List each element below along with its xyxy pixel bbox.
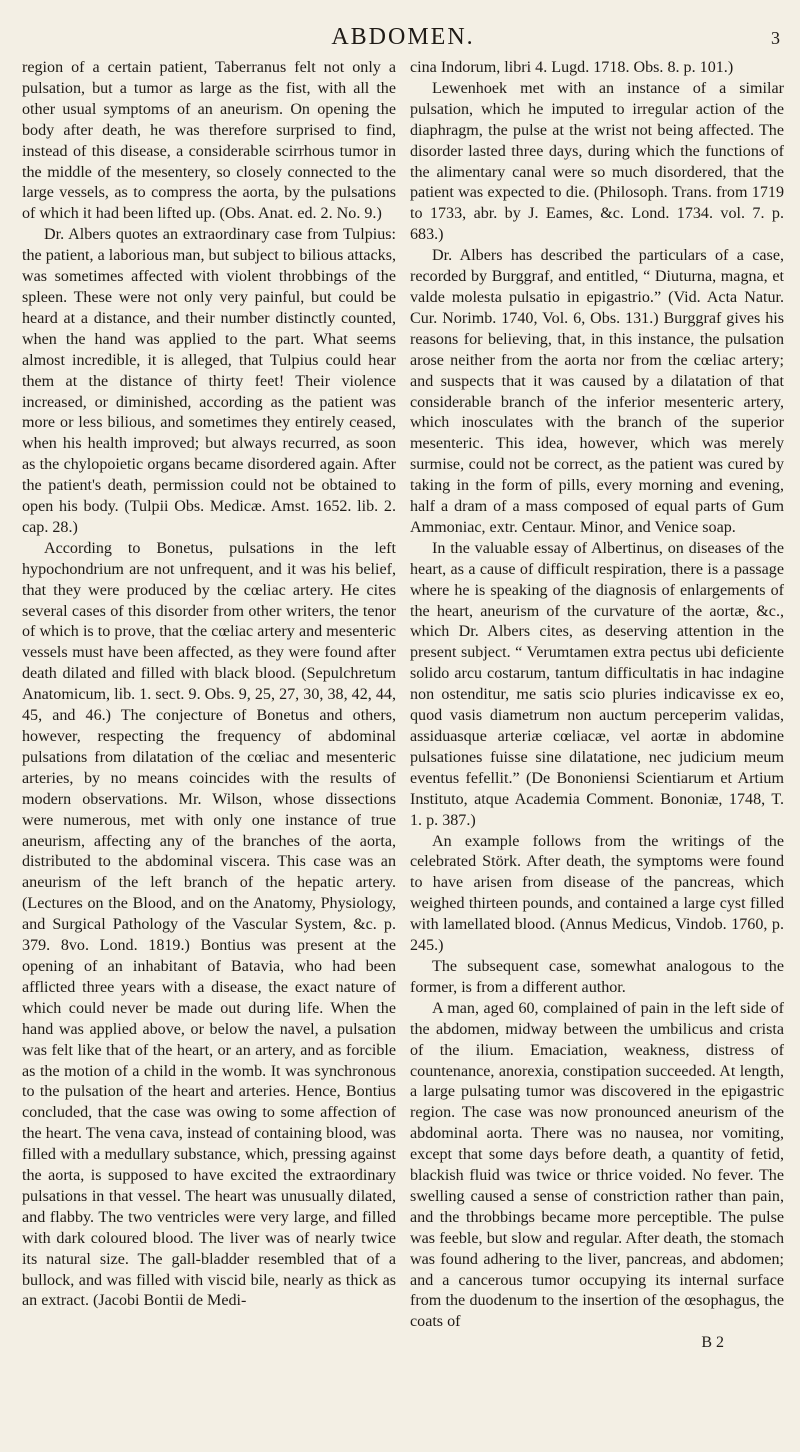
page-number: 3 xyxy=(771,28,780,48)
paragraph: Dr. Albers has described the particulars of a case, recorded by Burggraf, and entitled, “ Diuturna, magna, et valde molesta pulsatio in epigastrio.” (Vid. Acta Natur. Cur. Norimb. 1740, Vol. 6, Obs. 131.) Burggraf gives his reasons for believing, that, in this instance, the pulsation arose neither from the aorta nor from the cœliac artery; and suspects that it was caused by a dilatation of that considerable branch of the inferior mesenteric artery, which inosculates with the branch of the superior mesenteric. This idea, however, which was merely surmise, could not be correct, as the patient was cured by taking in the form of pills, every morning and evening, half a dram of a mass composed of equal parts of Gum Ammoniac, extr. Centaur. Minor, and Venice soap. xyxy=(410,247,784,536)
paragraph: Lewenhoek met with an instance of a similar pulsation, which he imputed to irregular action of the diaphragm, the pulse at the wrist not being affected. The disorder lasted three days, during which the functions of the alimentary canal were so much disordered, that the patient was expected to die. (Philosoph. Trans. from 1719 to 1733, abr. by J. Eames, &c. Lond. 1734. vol. 7. p. 683.) xyxy=(410,79,784,244)
left-column xyxy=(22,58,396,1354)
paragraph: cina Indorum, libri 4. Lugd. 1718. Obs. 8. p. 101.) xyxy=(410,59,734,76)
paragraph: A man, aged 60, complained of pain in the left side of the abdomen, midway between the umbilicus and crista of the ilium. Emaciation, weakness, distress of countenance, anorexia, constipation succeeded. At length, a large pulsating tumor was discovered in the epigastric region. The case was now pronounced aneurism of the abdominal aorta. There was no nausea, nor vomiting, except that some days before death, a quantity of fetid, blackish fluid was twice or thrice voided. No fever. The swelling caused a sense of constriction rather than pain, and the throbbings became more perceptible. The pulse was feeble, but slow and regular. After death, the stomach was found adhering to the liver, pancreas, and abdomen; and a cancerous tumor occupying its internal surface from the duodenum to the insertion of the œsophagus, the coats of xyxy=(410,999,784,1331)
paragraph: In the valuable essay of Albertinus, on diseases of the heart, as a cause of difficult respiration, there is a passage where he is speaking of the diagnosis of enlargements of the heart, aneurism of the curvature of the aortæ, &c., which Dr. Albers cites, as deserving attention in the present subject. “ Verumtamen extra pectus ubi deficiente solido arcu costarum, tantum difficultatis in hac indagine non ostenditur, me satis scio pluries indicavisse ex eo, quod vasis diametrum non auctum perceperim validas, assiduasque arteriæ cœliacæ, vel aortæ in abdomine pulsationes fuisse sine dilatatione, nec judicium meum eventus fefellit.” (De Bononiensi Scientiarum et Artium Instituto, atque Academia Comment. Bononiæ, 1748, T. 1. p. 387.) xyxy=(410,539,784,829)
paragraph: An example follows from the writings of the celebrated Störk. After death, the symptoms were found to have arisen from disease of the pancreas, which weighed thirteen pounds, and contained a large cyst filled with lamellated blood. (Annus Medicus, Vindob. 1760, p. 245.) xyxy=(410,832,784,955)
paragraph: region of a certain patient, Taberranus felt not only a pulsation, but a tumor as large as the fist, with all the other usual symptoms of an aneurism. On opening the body after death, he was therefore surprised to find, instead of this disease, a considerable scirrhous tumor in the middle of the mesentery, so closely connected to the large vessels, as to compress the aorta, by the pulsations of which it had been lifted up. (Obs. Anat. ed. 2. No. 9.) xyxy=(22,59,396,223)
page-header xyxy=(22,24,784,58)
signature-mark: B 2 xyxy=(701,1334,724,1352)
right-column xyxy=(410,58,784,1354)
paragraph: Dr. Albers quotes an extraordinary case from Tulpius: the patient, a laborious man, but subject to bilious attacks, was sometimes affected with violent throbbings of the spleen. These were not only very painful, but could be heard at a distance, and their number distinctly counted, when the hand was applied to the part. What seems almost incredible, it is alleged, that Tulpius could hear them at the distance of thirty feet! Their violence increased, or diminished, according as the patient was more or less bilious, and sometimes they entirely ceased, when his health improved; but always recurred, as soon as the chylopoietic organs became disordered again. After the patient's death, permission could not be obtained to open his body. (Tulpii Obs. Medicæ. Amst. 1652. lib. 2. cap. 28.) xyxy=(22,226,396,536)
text-columns xyxy=(22,58,784,1354)
paragraph: According to Bonetus, pulsations in the left hypochondrium are not unfrequent, and it was his belief, that they were produced by the cœliac artery. He cites several cases of this disorder from other writers, the tenor of which is to prove, that the cœliac artery and mesenteric vessels must have been affected, as they were found after death dilated and filled with black blood. (Sepulchretum Anatomicum, lib. 1. sect. 9. Obs. 9, 25, 27, 30, 38, 42, 44, 45, and 46.) The conjecture of Bonetus and others, however, respecting the frequency of abdominal pulsations from dilatation of the cœliac and mesenteric arteries, by no means coincides with the results of modern observations. Mr. Wilson, whose dissections were numerous, met with only one instance of true aneurism, affecting any of the branches of the aorta, distributed to the abdominal viscera. This case was an aneurism of the left branch of the hepatic artery. (Lectures on the Blood, and on the Anatomy, Physiology, and Surgical Pathology of the Vascular System, &c. p. 379. 8vo. Lond. 1819.) Bontius was present at the opening of an inhabitant of Batavia, who had been afflicted three years with a disease, the exact nature of which could never be made out during life. When the hand was applied above, or below the navel, a pulsation was felt like that of the heart, or an artery, and as forcible as the motion of a child in the womb. It was synchronous to the pulsation of the heart and arteries. Hence, Bontius concluded, that the case was owing to some affection of the heart. The vena cava, instead of containing blood, was filled with a medullary substance, which, pressing against the aorta, is supposed to have excited the extraordinary pulsations in that vessel. The heart was unusually dilated, and flabby. The two ventricles were very large, and filled with dark coloured blood. The liver was of nearly twice its natural size. The gall-bladder resembled that of a bullock, and was filled with viscid bile, nearly as thick as an extract. (Jacobi Bontii de Medi- xyxy=(22,539,396,1310)
paragraph: The subsequent case, somewhat analogous to the former, is from a different author. xyxy=(410,957,784,996)
running-title: ABDOMEN. xyxy=(331,24,475,50)
